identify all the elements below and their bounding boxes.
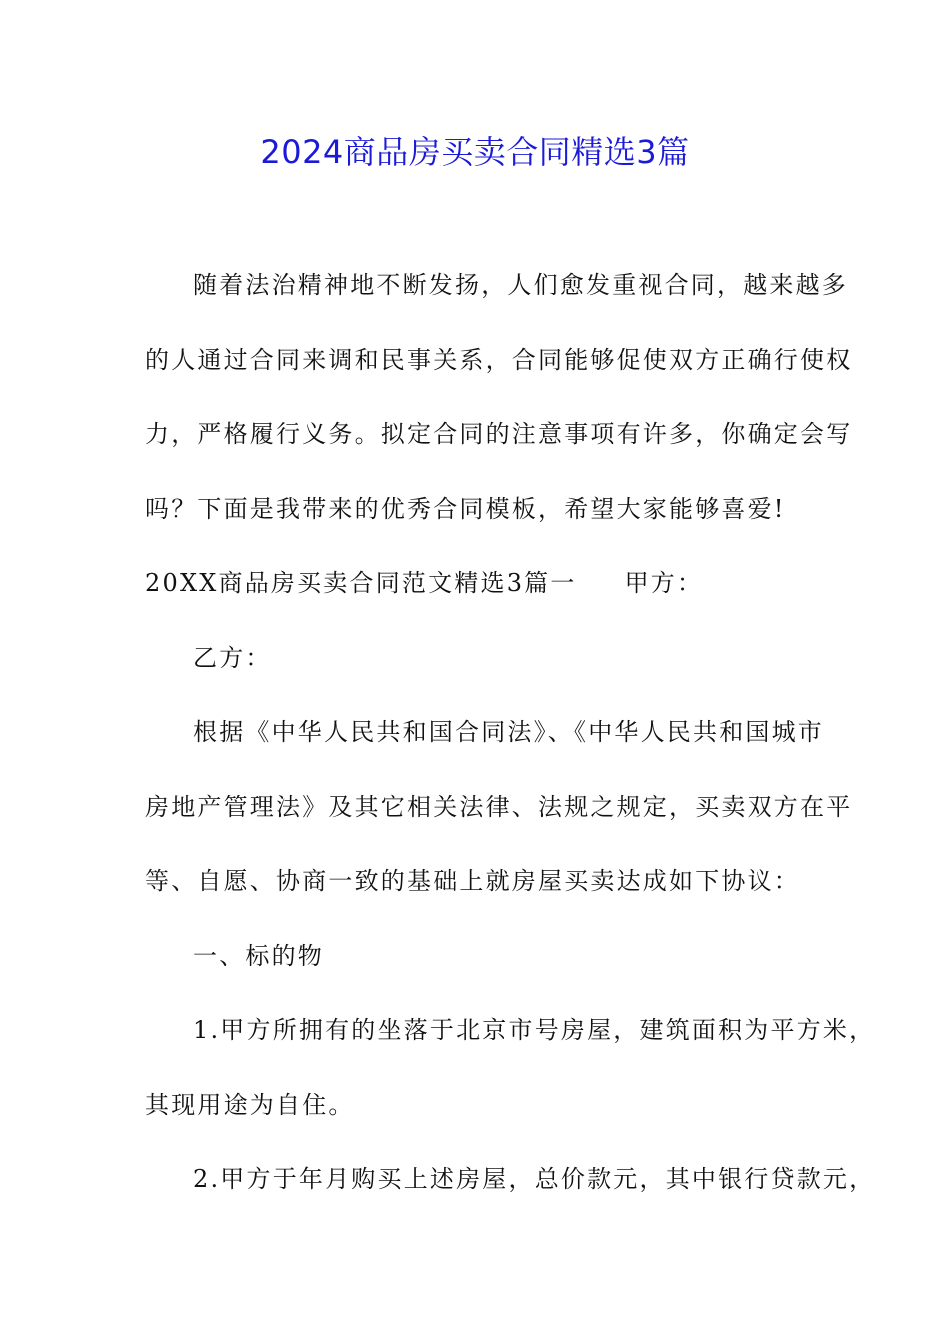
basis-line-3: 等、自愿、协商一致的基础上就房屋买卖达成如下协议： (145, 867, 800, 895)
section-heading-line (145, 563, 805, 603)
document-title: 2024商品房买卖合同精选3篇 (260, 133, 690, 171)
basis-line-2: 房地产管理法》及其它相关法律、法规之规定，买卖双方在平 (145, 793, 853, 821)
clause-heading: 一、标的物 (193, 942, 324, 970)
intro-line-2: 的人通过合同来调和民事关系，合同能够促使双方正确行使权 (145, 346, 853, 374)
item2-line-1: 2.甲方于年月购买上述房屋，总价款元，其中银行贷款元， (193, 1165, 876, 1193)
party-b-label: 乙方： (193, 644, 272, 672)
section-heading: 20XX商品房买卖合同范文精选3篇一 (145, 569, 577, 597)
intro-line-1: 随着法治精神地不断发扬，人们愈发重视合同，越来越多 (193, 271, 848, 299)
item1-line-2: 其现用途为自住。 (145, 1091, 355, 1119)
item1-line-1: 1.甲方所拥有的坐落于北京市号房屋，建筑面积为平方米， (193, 1016, 876, 1044)
basis-line-1: 根据《中华人民共和国合同法》、《中华人民共和国城市 (193, 718, 824, 746)
party-a-label: 甲方： (624, 569, 704, 597)
intro-line-3: 力，严格履行义务。拟定合同的注意事项有许多，你确定会写 (145, 420, 853, 448)
intro-line-4: 吗？下面是我带来的优秀合同模板，希望大家能够喜爱! (145, 495, 786, 523)
